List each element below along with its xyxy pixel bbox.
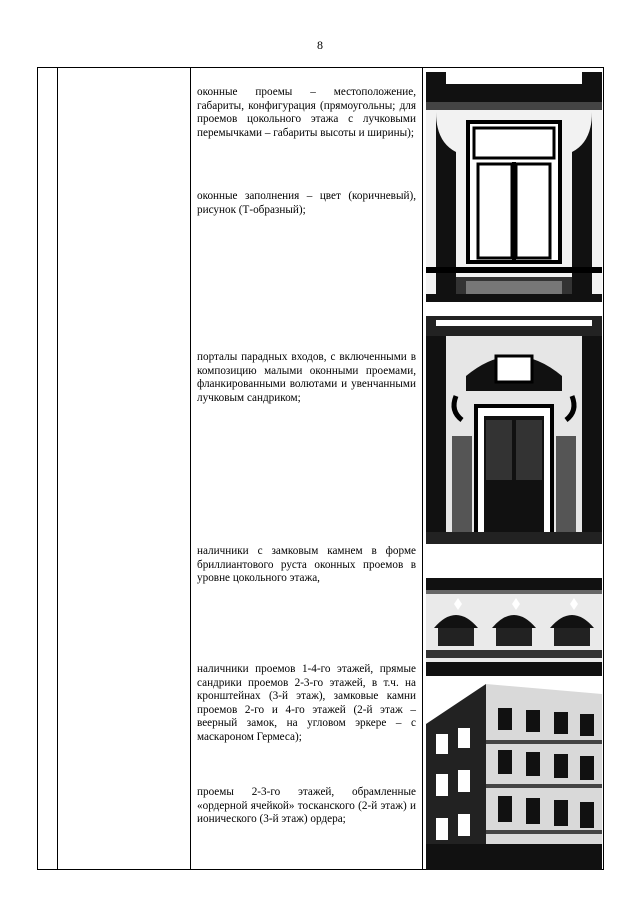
document-table: [37, 67, 604, 870]
text-order-cells: проемы 2-3-го этажей, обрамленные «ордерной ячейкой» тосканского (2-й этаж) и ионического (3-й этаж) ордера;: [197, 786, 416, 826]
column-divider: [190, 68, 191, 869]
text-window-openings: оконные проемы – местоположение, габариты, конфигурация (прямоугольны; для проемов цокольного этажа с лучковыми перемычками – габариты высоты и ширины);: [197, 86, 416, 139]
text-basement-surrounds: наличники с замковым камнем в форме бриллиантового руста оконных проемов в уровне цокольного этажа,: [197, 545, 416, 585]
portal-photo: [426, 316, 602, 544]
corner-facade-photo: [426, 684, 602, 870]
text-portals: порталы парадных входов, с включенными в композицию малыми оконными проемами, фланкированными волютами и увенчанными лучковым сандриком;: [197, 351, 416, 404]
text-window-fillings: оконные заполнения – цвет (коричневый), рисунок (Т-образный);: [197, 190, 416, 216]
column-divider: [422, 68, 423, 869]
text-surrounds-floors: наличники проемов 1-4-го этажей, прямые сандрики проемов 2-3-го этажей, в т.ч. на кронштейнах (3-й этаж), замковые камни проемов 2-го и 4-го этажей (2-й этаж – веерный замок, на угловом эркере – с маскароном Гермеса);: [197, 663, 416, 743]
basement-windows-photo: [426, 578, 602, 676]
page-number: 8: [317, 38, 323, 52]
window-photo: [426, 72, 602, 302]
column-divider: [57, 68, 58, 869]
